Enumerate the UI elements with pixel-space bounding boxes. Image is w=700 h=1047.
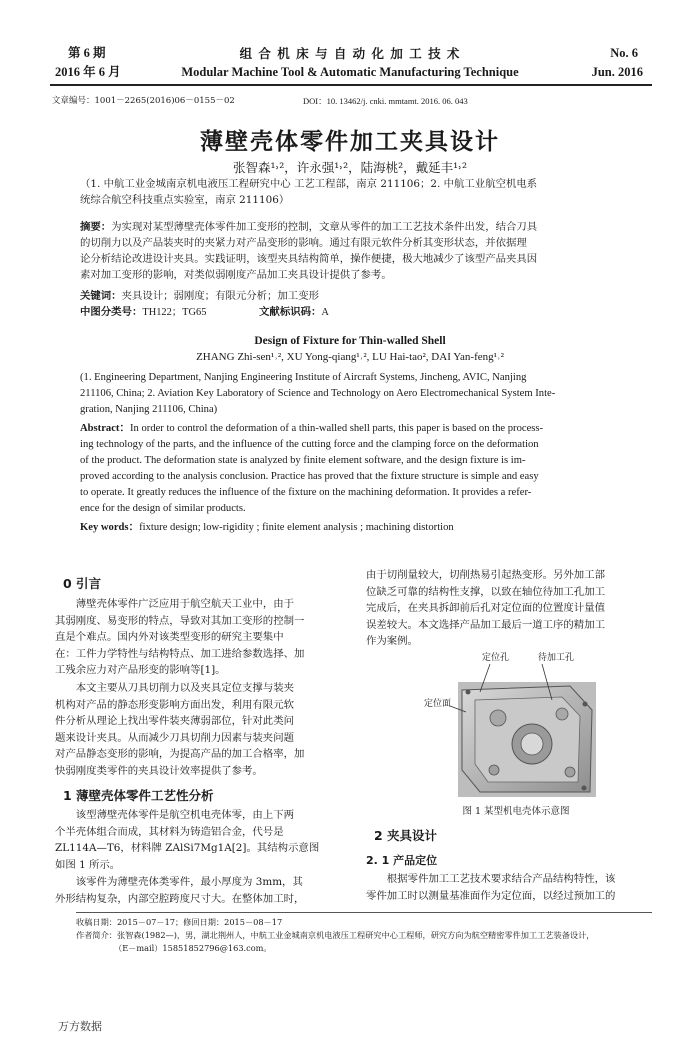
section-2-heading: 2 夹具设计	[374, 828, 438, 843]
section-1-paragraph-1: 该型薄壁壳体零件是航空机电壳体零，由上下两 个半壳体组合而成，其材料为铸造铝合金，代号是 ZL114A—T6，材料牌 ZAlSi7Mg1A[2]。其结构示意图 如图 1 所示。	[55, 809, 320, 871]
affiliation-en: (1. Engineering Department, Nanjing Engineering Institute of Aircraft Systems, Jincheng, AVIC, Nanjing 211106, China; 2. Aviation Key Laboratory of Science and Technology on Aero Electromechanical System Inte- gration, Nanjing 211106, China)	[80, 372, 556, 415]
abstract-cn-label: 摘要：	[80, 221, 112, 233]
footnote: 收稿日期：2015－07－17；修回日期：2015－08－17 作者简介：张智森(1982—)，男，湖北荆州人，中航工业金城南京机电液压工程研究中心工程师，研究方向为航空精密零件加工工艺装备设计， （E－mail）15851852796@163.com。	[76, 917, 595, 953]
date-en: Jun. 2016	[591, 65, 643, 79]
doi: DOI：10. 13462/j. cnki. mmtamt. 2016. 06. 043	[303, 96, 468, 106]
figure-label-locating-hole: 定位孔	[482, 653, 510, 663]
abstract-cn: 摘要：为实现对某型薄壁壳体零件加工变形的控制，文章从零件的加工工艺技术条件出发，结合刀具 的切削力以及产品装夹时的夹紧力对产品变形的影响。通过有限元软件分析其变形状态，并依据理 论分析结论改进设计夹具。实践证明，该型夹具结构简单，操作便捷，极大地减少了该型产品夹具因 素对加工变形的影响，对类似弱刚度产品加工夹具设计提供了参考。	[80, 221, 538, 281]
keywords-cn: 关键词：夹具设计；弱刚度；有限元分析；加工变形	[80, 290, 319, 302]
authors-en: ZHANG Zhi-sen¹˒², XU Yong-qiang¹˒², LU Hai-tao², DAI Yan-feng¹˒²	[196, 351, 504, 363]
intro-paragraph-2: 本文主要从刀具切削力以及夹具定位支撑与装夹 机构对产品的静态形变影响方面出发，利用有限元软 件分析从理论上找出零件装夹薄弱部位，针对此类问 题来设计夹具。从而减少刀具切削力因素与装夹问题 对产品静态变形的影响，为提高产品的加工合格率，加 快弱刚度类零件的夹具设计效率提供了参考。	[55, 682, 305, 777]
year-cn: 2016 年 6 月	[55, 65, 121, 79]
abstract-en: Abstract：In order to control the deformation of a thin-walled shell parts, this paper is based on the process- ing technology of the parts, and the influence of the cutting force and the clamping force on the deformation of the product. The deformation state is analyzed by finite element software, and the design fixture is im- proved according to the analysis conclusion. Practice has proved that the fixture structure is simple and easy to operate. It greatly reduces the influence of the fixture on the machining deformation. It provides a refer- ence for the design of similar products.	[80, 423, 544, 514]
keywords-en: Key words：fixture design; low-rigidity ; finite element analysis ; machining distortion	[80, 522, 454, 533]
footnote-rule	[76, 912, 652, 913]
shell-part-illustration	[420, 652, 610, 802]
article-number: 文章编号：1001－2265(2016)06－0155－02	[52, 96, 235, 106]
issue-cn: 第 6 期	[68, 46, 106, 60]
figure-label-locating-face: 定位面	[424, 699, 452, 709]
watermark: 万方数据	[58, 1020, 102, 1033]
section-2-1-paragraph: 根据零件加工工艺技术要求结合产品结构特性，该 零件加工时以测量基准面作为定位面，以经过预加工的	[366, 873, 616, 902]
classification: 中图分类号：TH122；TG65 文献标识码：A	[80, 306, 329, 318]
journal-title-cn: 组 合 机 床 与 自 动 化 加 工 技 术	[239, 46, 461, 61]
figure-1-caption: 图 1 某型机电壳体示意图	[462, 806, 570, 817]
header-rule	[50, 84, 652, 86]
section-2-1-heading: 2. 1 产品定位	[366, 854, 438, 867]
figure-1	[420, 652, 610, 802]
figure-label-machined-hole: 待加工孔	[538, 653, 575, 663]
section-1-paragraph-2: 该零件为薄壁壳体类零件，最小厚度为 3mm，其 外形结构复杂，内部空腔跨度尺寸大。在整体加工时，	[55, 876, 305, 905]
right-paragraph-1: 由于切削量较大，切削热易引起热变形。另外加工部 位缺乏可靠的结构性支撑，以致在轴位待加工孔加工 完成后，在夹具拆卸前后孔对定位面的位置度计量值 误差较大。本文选择产品加工最后一道工序的精加工 作为案例。	[366, 569, 605, 648]
abstract-en-label: Abstract：	[80, 423, 131, 434]
authors-cn: 张智森¹˒²，许永强¹˒²，陆海桃²，戴延丰¹˒²	[232, 160, 468, 175]
journal-title-en: Modular Machine Tool & Automatic Manufacturing Technique	[181, 65, 519, 79]
issue-en: No. 6	[610, 46, 638, 60]
intro-paragraph-1: 薄壁壳体零件广泛应用于航空航天工业中，由于 其弱刚度、易变形的特点，导致对其加工变形的控制一 直是个难点。国内外对该类型变形的研究主要集中 在：工件力学特性与结构特点、加工进给参数选择、加 工残余应力对产品形变的影响等[1]。	[55, 598, 305, 677]
affiliation-cn: （1. 中航工业金城南京机电液压工程研究中心 工艺工程部，南京 211106；2. 中航工业航空机电系 统综合航空科技重点实验室，南京 211106）	[80, 178, 538, 206]
paper-title-cn: 薄壁壳体零件加工夹具设计	[200, 128, 500, 155]
section-1-heading: 1 薄壁壳体零件工艺性分析	[63, 788, 214, 803]
section-0-heading: 0 引言	[63, 576, 102, 591]
paper-title-en: Design of Fixture for Thin-walled Shell	[254, 335, 446, 347]
